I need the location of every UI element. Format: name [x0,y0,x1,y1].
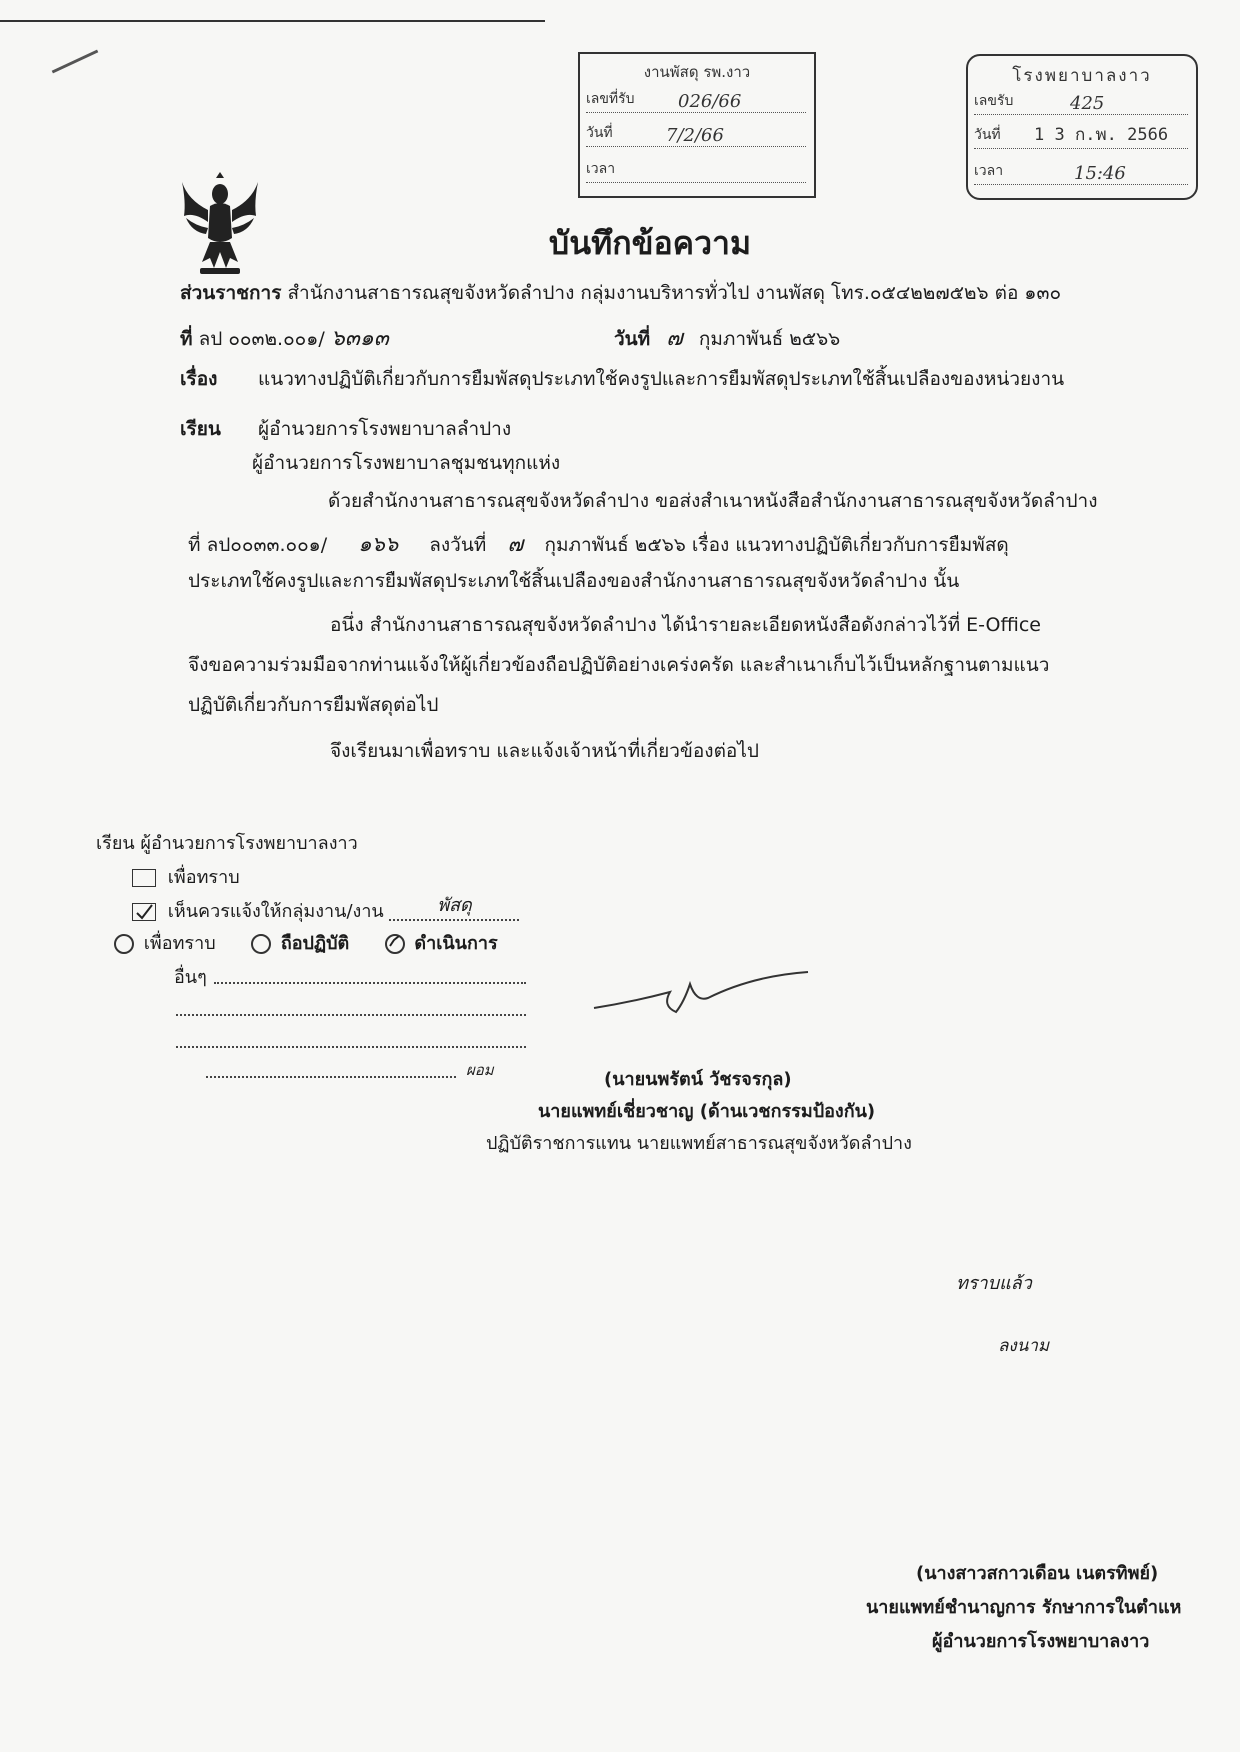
stamp-value: 15:46 [1074,163,1126,184]
signer-2-name: (นางสาวสกาวเดือน เนตรทิพย์) [916,1563,1159,1584]
stamp-label: เลขรับ [974,93,1014,109]
stamp-value: 1 3 ก.พ. 2566 [1034,125,1169,145]
routing-to-line: เรียน ผู้อำนวยการโรงพยาบาลงาว [96,833,358,854]
option-notify-label: เห็นควรแจ้งให้กลุ่มงาน/งาน [167,901,384,922]
body-p2-line-2: จึงขอความร่วมมือจากท่านแจ้งให้ผู้เกี่ยวข้องถือปฏิบัติอย่างเคร่งครัด และสำเนาเก็บไว้เป็นหลักฐานตามแนว [188,654,1050,676]
stamp-title: โรงพยาบาลงาว [1012,66,1152,86]
stamp-value: 026/66 [678,91,742,112]
body-dated-day: ๗ [507,532,524,556]
radio-proceed-label: ดำเนินการ [414,933,498,954]
memo-title: บันทึกข้อความ [548,224,752,262]
check-mark-icon [387,936,403,952]
radio-comply[interactable] [251,934,271,954]
stamp-label: เวลา [586,161,616,177]
radio-inform-label: เพื่อทราบ [143,933,216,954]
ref-handwritten: ๖๓๑๓ [330,326,389,351]
dotted-line [176,1014,526,1016]
date-month-year: กุมภาพันธ์ ๒๕๖๖ [698,328,841,350]
signature-1-icon [592,962,812,1020]
stamp-label: วันที่ [586,125,613,141]
receipt-stamp-hospital [966,54,1198,200]
checkbox-inform[interactable] [132,869,156,887]
radio-comply-label: ถือปฏิบัติ [280,933,350,954]
agency-line [180,278,1061,308]
body-p1-line-1: ด้วยสำนักงานสาธารณสุขจังหวัดลำปาง ขอส่งสำเนาหนังสือสำนักงานสาธารณสุขจังหวัดลำปาง [328,490,1098,512]
routing-radio-row [114,928,498,957]
handwritten-note-2: ลงนาม [998,1336,1050,1356]
date-line [614,320,840,355]
to-label: เรียน [180,418,221,440]
body-p1-line-2 [188,528,1009,561]
subject-line [180,364,1064,394]
stamp-row-receive-no [974,90,1188,115]
agency-label: ส่วนราชการ [180,282,282,304]
stamp-row-date [586,122,806,147]
body-p1-line-3: ประเภทใช้คงรูปและการยืมพัสดุประเภทใช้สิ้นเปลืองของสำนักงานสาธารณสุขจังหวัดลำปาง นั้น [188,570,960,592]
subject-text: แนวทางปฏิบัติเกี่ยวกับการยืมพัสดุประเภทใช้คงรูปและการยืมพัสดุประเภทใช้สิ้นเปลืองของหน่วยงาน [258,368,1065,390]
date-dotted-line [206,1076,456,1078]
addressee-2: ผู้อำนวยการโรงพยาบาลชุมชนทุกแห่ง [252,452,561,474]
receipt-stamp-supply [578,52,816,198]
closing-line: จึงเรียนมาเพื่อทราบ และแจ้งเจ้าหน้าที่เกี่ยวข้องต่อไป [330,740,759,762]
reference-line [180,320,389,355]
signer-2-title: ผู้อำนวยการโรงพยาบาลงาว [932,1631,1150,1652]
stamp-label: เลขที่รับ [586,91,635,107]
dotted-line [214,982,526,984]
routing-other: อื่นๆ [174,967,207,988]
stamp-row-receive-no [586,88,806,113]
scan-edge-line [0,20,545,22]
stamp-row-time [586,158,806,183]
stamp-value: 7/2/66 [666,125,724,146]
body-ref: ที่ ลป๐๐๓๓.๐๐๑/ [188,534,328,556]
stamp-label: วันที่ [974,127,1001,143]
routing-option-inform [132,862,240,891]
body-dated-rest: กุมภาพันธ์ ๒๕๖๖ เรื่อง แนวทางปฏิบัติเกี่ยวกับการยืมพัสดุ [544,534,1009,556]
option-inform-label: เพื่อทราบ [167,867,240,888]
date-label: วันที่ [614,328,651,350]
addressee-1: ผู้อำนวยการโรงพยาบาลลำปาง [258,418,512,440]
check-mark-icon [133,904,155,920]
body-p2-line-3: ปฏิบัติเกี่ยวกับการยืมพัสดุต่อไป [188,694,439,716]
signer-1-name: (นายนพรัตน์ วัชรจรกุล) [604,1069,792,1090]
stamp-row-time [974,160,1188,185]
routing-option-notify [132,896,519,927]
subject-label: เรื่อง [180,368,218,390]
radio-proceed[interactable] [385,934,405,954]
stamp-row-date [974,124,1188,149]
radio-inform[interactable] [114,934,134,954]
body-dated-label: ลงวันที่ [429,534,487,556]
body-p2-line-1: อนึ่ง สำนักงานสาธารณสุขจังหวัดลำปาง ได้นำรายละเอียดหนังสือดังกล่าวไว้ที่ E-Office [330,614,1041,636]
body-ref-handwritten: ๑๖๖ [358,532,399,556]
signer-2-position: นายแพทย์ชำนาญการ รักษาการในตำแห [866,1597,1182,1618]
ref-label: ที่ [180,328,193,350]
signer-1-position: นายแพทย์เชี่ยวชาญ (ด้านเวชกรรมป้องกัน) [538,1101,876,1122]
agency-text: สำนักงานสาธารณสุขจังหวัดลำปาง กลุ่มงานบริหารทั่วไป งานพัสดุ โทร.๐๕๔๒๒๗๕๒๖ ต่อ ๑๓๐ [287,282,1062,304]
option-notify-handwritten: พัสดุ [389,890,519,921]
stamp-label: เวลา [974,163,1004,179]
date-day: ๗ [666,326,683,351]
routing-initials: ผอม [466,1061,494,1079]
dotted-line [176,1046,526,1048]
stamp-value: 425 [1070,93,1105,114]
ref-number: ลป ๐๐๓๒.๐๐๑/ [198,328,325,350]
stamp-title: งานพัสดุ รพ.งาว [643,63,751,81]
checkbox-notify[interactable] [132,903,156,921]
addressee-line-1 [180,414,511,444]
scan-mark [52,50,99,74]
signer-1-acting: ปฏิบัติราชการแทน นายแพทย์สาธารณสุขจังหวัดลำปาง [486,1133,912,1154]
handwritten-note-1: ทราบแล้ว [956,1273,1032,1294]
